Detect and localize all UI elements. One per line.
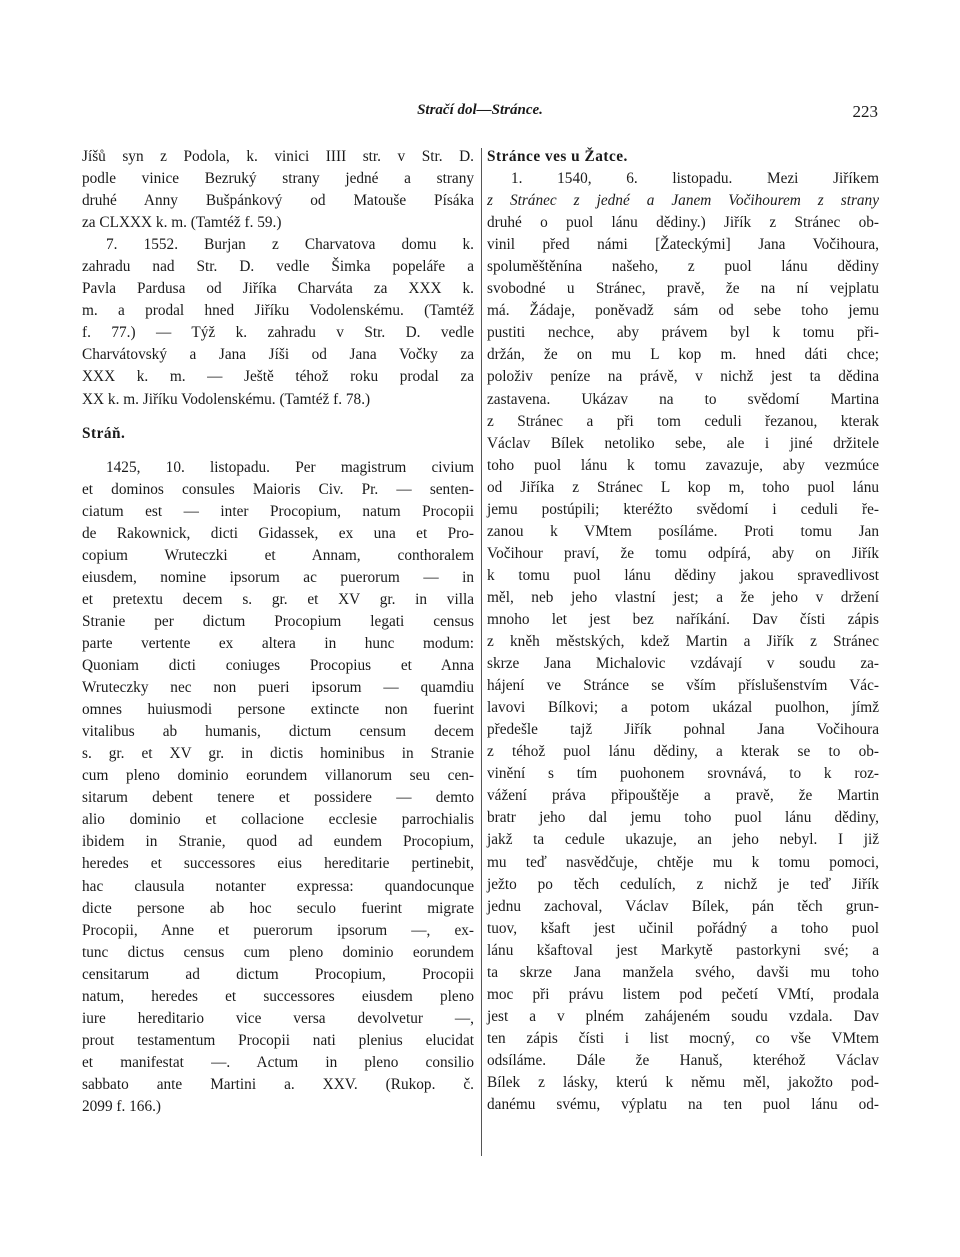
text-line: měl, neb jeho vlastní jest; a že jeho v držení	[487, 588, 879, 606]
text-line: 7. 1552. Burjan z Charvatova domu k.	[106, 236, 474, 254]
text-line: Jíšů syn z Podola, k. vinici IIII str. v Str. D.	[82, 148, 474, 165]
text-line: natum, heredes et successores eiusdem pleno	[82, 987, 474, 1005]
page-number: 223	[852, 102, 878, 121]
text-line: tuov, kšaft jest učinil pořádný a toho puol	[487, 919, 879, 937]
text-line: ježto po těch cedulích, z nichž je teď Jiřík	[487, 875, 879, 893]
text-line: et dominos consules Maioris Civ. Pr. — senten-	[82, 480, 474, 498]
running-title: Stračí dol—Stránce.	[417, 102, 543, 118]
text-line: f. 77.) — Týž k. zahradu v Str. D. vedle	[82, 324, 474, 342]
text-line: XXX k. m. — Ještě téhož roku prodal za	[82, 368, 474, 386]
text-line: z Stránec z jedné a Janem Vočihourem z strany	[487, 192, 879, 210]
text-line: z kněh městských, kdež Martin a Jiřík z Stránec	[487, 633, 879, 651]
text-line: jemu postúpili; kteréžto svědomí i ceduli ře-	[487, 500, 879, 518]
left-column	[82, 146, 474, 1118]
text-line: Procopii, Anne et puerorum ipsorum —, ex-	[82, 921, 474, 939]
text-line: Václav Bílek netoliko sebe, ale i jiné držitele	[487, 434, 879, 452]
text-line: sitarum debent tenere et possidere — demto	[82, 789, 474, 807]
text-line: druhé o puol lánu dědiny.) Jiřík z Stránec ob-	[487, 214, 879, 232]
text-line: bratr jeho dal jemu toho puol lánu dědiny,	[487, 809, 879, 827]
text-line: Pavla Pardusa od Jiříka Charváta za XXX k.	[82, 280, 474, 298]
text-line: ciatum est — inter Procopium, natum Procopii	[82, 502, 474, 520]
text-line: toho puol lánu k tomu zavazuje, aby vezmúce	[487, 456, 879, 474]
text-line: Wruteczky nec non pueri ipsorum — quamdiu	[82, 679, 474, 697]
text-line: pustiti nechce, aby právem byl k tomu při-	[487, 324, 879, 342]
text-line: prout testamentum Procopii nati plenius elucidat	[82, 1031, 474, 1049]
text-line: de Rakownick, dicti Gidassek, ex una et Pro-	[82, 524, 474, 542]
text-line: od Jiříka z Stránec L kop m, toho puol lánu	[487, 478, 879, 496]
section-heading: Stráň.	[82, 424, 126, 442]
text-line: mnoho let jest bez naříkání. Dav čísti zápis	[487, 610, 879, 628]
text-line: vitalibus ab humanis, dictum censum decem	[82, 723, 474, 741]
text-line: XX k. m. Jiříku Vodolenskému. (Tamtéž f. 78.)	[82, 390, 371, 408]
text-line: Quoniam dicti coniuges Procopius et Anna	[82, 657, 474, 675]
text-line: k tomu puol lánu dědiny jakou spravedlivost	[487, 566, 879, 584]
page-header	[0, 102, 960, 124]
text-line: Bílek z lásky, kterú k němu měl, jakožto pod-	[487, 1073, 879, 1091]
text-line: z Stránec a při tom ceduli řezanou, kterak	[487, 412, 879, 430]
text-line: spoluměštěnína našeho, z puol lánu dědiny	[487, 258, 879, 276]
text-line: z téhož puol lánu dědiny, a kterak se to ob-	[487, 743, 879, 761]
text-line: zahradu nad Str. D. vedle Šimka popeláře a	[82, 258, 474, 276]
text-line: odsíláme. Dále že Hanuš, kteréhož Václav	[487, 1051, 879, 1069]
text-line: iure hereditario vice versa devolvetur —,	[82, 1009, 474, 1027]
text-line: et manifestat —. Actum in pleno consilio	[82, 1053, 474, 1071]
text-line: za CLXXX k. m. (Tamtéž f. 59.)	[82, 214, 282, 232]
text-line: cum pleno dominio eorundem villanorum seu cen-	[82, 767, 474, 785]
text-line: danému svému, výplatu na ten puol lánu od-	[487, 1096, 879, 1114]
text-line: ten zápis čísti i list mocný, co vše VMtem	[487, 1029, 879, 1047]
text-line: copium Wruteczki et Annam, conthoralem	[82, 546, 474, 564]
text-line: má. Žádaje, poněvadž sám od sebe toho jemu	[487, 302, 879, 320]
text-line: hac clausula notanter expressa: quandocunque	[82, 877, 474, 895]
text-line: zastavena. Ukázav na to svědomí Martina	[487, 390, 879, 408]
section-gap	[82, 445, 474, 457]
text-line: zanou k VMtem posíláme. Proti tomu Jan	[487, 522, 879, 540]
text-line: eiusdem, nomine ipsorum ac puerorum — in	[82, 568, 474, 586]
text-line: tunc dictus census cum pleno dominio eorundem	[82, 943, 474, 961]
text-line: hájení ve Stránce se vším příslušenstvím Vác-	[487, 677, 879, 695]
text-line: druhé Anny Bušpánkový od Matouše Písáka	[82, 192, 474, 210]
text-line: ibidem in Stranie, quod ad eundem Procopium,	[82, 833, 474, 851]
text-line: Stranie per dictum Procopium legati census	[82, 612, 474, 630]
text-line: Charvátovský a Jana Jíši od Jana Vočky za	[82, 346, 474, 364]
text-line: lánu kšaftoval jest Markytě pastorkyni své; a	[487, 941, 879, 959]
text-line: jednu zachoval, Václav Bílek, pán těch grun-	[487, 897, 879, 915]
text-line: držán, že on mu L kop m. hned dáti chce;	[487, 346, 879, 364]
text-line: jest a v plném zahájeném soudu vzdala. Dav	[487, 1007, 879, 1025]
text-line: 1. 1540, 6. listopadu. Mezi Jiříkem	[511, 170, 879, 188]
section-heading: Stránce ves u Žatce.	[487, 148, 628, 165]
text-line: sabbato ante Martini a. XXV. (Rukop. č.	[82, 1075, 474, 1093]
section-gap	[82, 411, 474, 423]
text-line: vinil před námi [Žateckými] Jana Vočihoura,	[487, 236, 879, 254]
text-line: mu teď nasvědčuje, chtěje mu k tomu pomoci,	[487, 853, 879, 871]
text-line: moc při právu listem pod pečetí VMtí, prodala	[487, 985, 879, 1003]
text-line: předešle tajž Jiřík pohnal Jana Vočihoura	[487, 721, 879, 739]
text-line: et pretextu decem s. gr. et XV gr. in villa	[82, 590, 474, 608]
text-line: censitarum ad dictum Procopium, Procopii	[82, 965, 474, 983]
text-line: Vočihour praví, že tomu odpírá, aby on Jiřík	[487, 544, 879, 562]
text-line: 2099 f. 166.)	[82, 1097, 162, 1115]
text-line: alio dominio et collacione ecclesie parrochialis	[82, 811, 474, 829]
text-line: vinění s tím puohonem srovnává, to k roz-	[487, 765, 879, 783]
text-line: 1425, 10. listopadu. Per magistrum civium	[106, 458, 474, 476]
right-column	[487, 146, 879, 1116]
text-line: parte vertente ex altera in hunc modum:	[82, 634, 474, 652]
text-line: svobodné u Stránec, pravě, že na ní vejplatu	[487, 280, 879, 298]
text-line: ta skrze Jana manžela svého, davši mu toho	[487, 963, 879, 981]
text-line: lavovi Bílkovi; a potom ukázal puolhon, jímž	[487, 699, 879, 717]
text-line: dicte persone ab hoc seculo fuerint migrate	[82, 899, 474, 917]
text-line: jakž ta cedule ukazuje, an jeho nebyl. I již	[487, 831, 879, 849]
text-line: omnes huiusmodi persone extincte non fuerint	[82, 701, 474, 719]
text-line: heredes et successores eius hereditarie pertinebit,	[82, 855, 474, 873]
column-divider	[481, 148, 482, 1156]
text-line: podle vinice Bezruký strany jedné a strany	[82, 170, 474, 188]
text-line: s. gr. et XV gr. in dictis hominibus in Stranie	[82, 745, 474, 763]
text-line: vážení práva připouštěje a pravě, že Martin	[487, 787, 879, 805]
text-line: položiv peníze na právě, v nichž jest ta dědina	[487, 368, 879, 386]
text-line: m. a prodal hned Jiříku Vodolenskému. (Tamtéž	[82, 302, 474, 320]
text-line: skrze Jana Michalovic vzdávají v soudu za-	[487, 655, 879, 673]
